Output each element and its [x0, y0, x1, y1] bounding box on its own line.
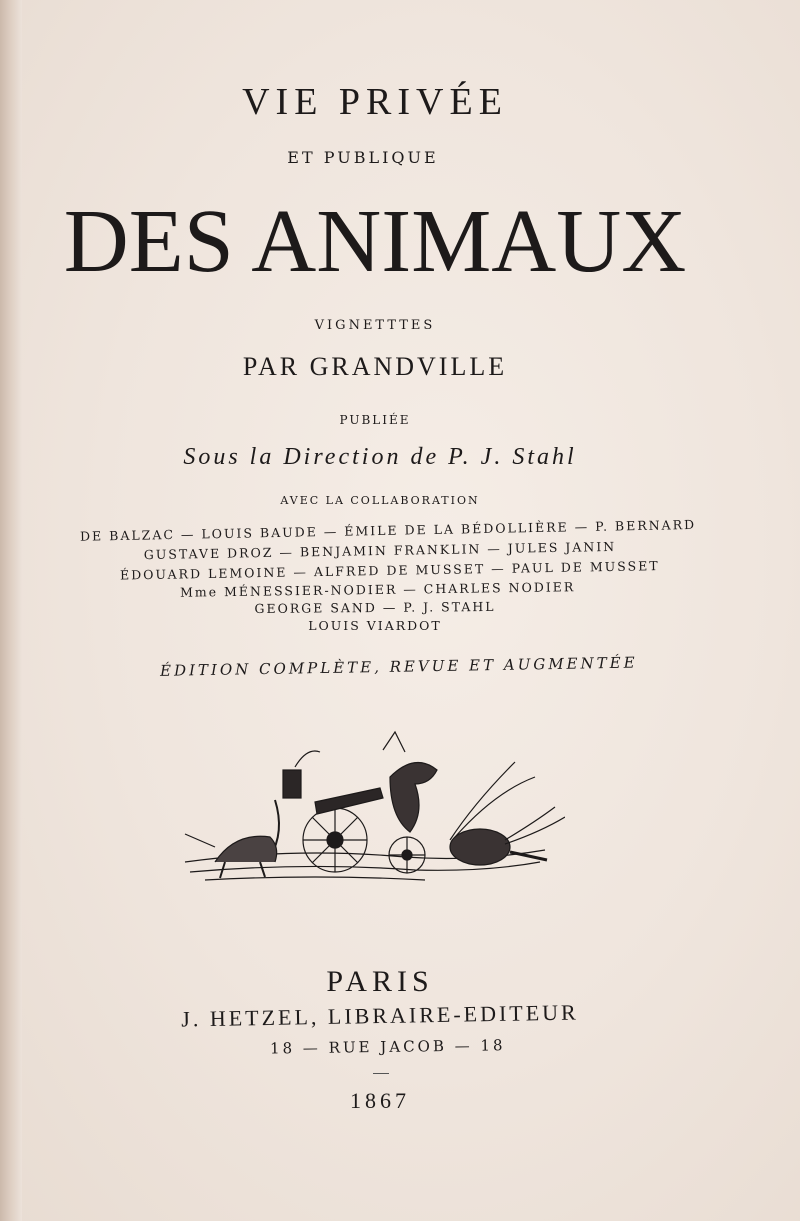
divider-rule [373, 1073, 389, 1074]
imprint-year: 1867 [350, 1088, 410, 1113]
collaborators-line: GEORGE SAND — P. J. STAHL [254, 598, 496, 617]
collaborators-line: ÉDOUARD LEMOINE — ALFRED DE MUSSET — PAUL DE MUSSET [119, 558, 660, 583]
book-spine-shadow [0, 0, 22, 1221]
imprint-address: 18 — RUE JACOB — 18 [269, 1036, 506, 1058]
main-title: DES ANIMAUX [63, 192, 687, 291]
collaborators-line: GUSTAVE DROZ — BENJAMIN FRANKLIN — JULES JANIN [143, 538, 617, 563]
title-line-2: ET PUBLIQUE [287, 148, 439, 167]
illustrations-label: VIGNETTTES [314, 318, 436, 333]
imprint-publisher: J. HETZEL, LIBRAIRE-EDITEUR [181, 999, 579, 1032]
collaborators-line: LOUIS VIARDOT [308, 618, 442, 633]
collaboration-label: AVEC LA COLLABORATION [280, 494, 480, 507]
published-label: PUBLIÉE [339, 413, 411, 427]
collaborators-line: Mme MÉNESSIER-NODIER — CHARLES NODIER [179, 579, 576, 600]
engraved-vignette-illustration [175, 722, 565, 894]
imprint-city: PARIS [326, 965, 434, 998]
collaborators-line: DE BALZAC — LOUIS BAUDE — ÉMILE DE LA BÉDOLLIÈRE — P. BERNARD [79, 516, 697, 544]
edition-note: ÉDITION COMPLÈTE, REVUE ET AUGMENTÉE [159, 653, 638, 680]
editor-direction: Sous la Direction de P. J. Stahl [183, 444, 577, 470]
illustrator-credit: PAR GRANDVILLE [242, 352, 508, 381]
title-line-1: VIE PRIVÉE [242, 81, 508, 123]
